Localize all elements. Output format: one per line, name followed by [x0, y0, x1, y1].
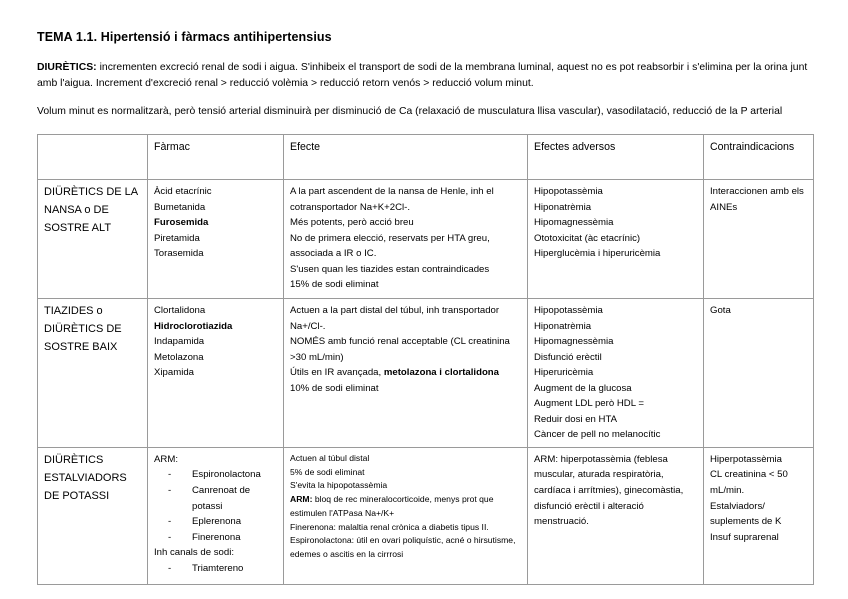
row-efecte-cell [284, 447, 528, 584]
column-header-category [38, 135, 148, 180]
cell-line: Augment de la glucosa [534, 382, 632, 394]
cell-line: S'evita la hipopotassèmia [290, 480, 388, 491]
list-item: - Canrenoat de potassi [162, 483, 278, 514]
group-item-list [154, 561, 278, 577]
cell-line: Hipomagnessèmia [534, 217, 614, 229]
cell-line: Interaccionen amb els AINEs [710, 186, 806, 213]
cell-line: Reduir dosi en HTA [534, 413, 618, 425]
row-farmac-cell [148, 299, 284, 448]
cell-line: NOMÉS amb funció renal acceptable (CL creatinina >30 mL/min) [290, 336, 513, 363]
column-header-contraindicacions: Contraindicacions [704, 135, 814, 180]
cell-line: Hipopotassèmia [534, 305, 603, 317]
cell-line: ARM: hiperpotassèmia (feblesa muscular, aturada respiratòria, cardíaca i arrítmies), ginecomàstia, disfunció erèctil i alteració menstruació. [534, 453, 686, 528]
intro-paragraph-diuretics [37, 60, 813, 94]
cell-line: Més potents, però acció breu [290, 217, 414, 229]
cell-line: Hidroclorotiazida [154, 320, 233, 332]
cell-line: A la part ascendent de la nansa de Henle, inh el cotransportador Na+K+2Cl-. [290, 186, 497, 213]
diuretics-table [37, 134, 814, 585]
list-item: - Espironolactona [162, 467, 278, 483]
cell-line: Metolazona [154, 351, 204, 363]
cell-line: Hiponatrèmia [534, 201, 592, 213]
cell-line: Disfunció erèctil [534, 351, 602, 363]
group-label: ARM: [154, 453, 178, 465]
cell-line: Útils en IR avançada, metolazona i clortalidona [290, 367, 500, 379]
cell-line: Actuen al túbul distal [290, 452, 370, 463]
cell-line: Càncer de pell no melanocític [534, 429, 661, 441]
cell-line: Bumetanida [154, 201, 206, 213]
cell-line: Piretamida [154, 232, 200, 244]
cell-line: S'usen quan les tiazides estan contraindicades [290, 263, 490, 275]
row-category-label: TIAZIDES o DIÜRÈTICS DE SOSTRE BAIX [38, 299, 148, 448]
column-header-farmac: Fàrmac [148, 135, 284, 180]
cell-line-lead: ARM: [290, 494, 313, 505]
intro-paragraph-volume [37, 104, 813, 121]
row-farmac-cell [148, 447, 284, 584]
cell-line: Hiperglucèmia i hiperuricèmia [534, 248, 661, 260]
table-row [38, 180, 814, 299]
row-contraindicacions-cell [704, 447, 814, 584]
page-title: TEMA 1.1. Hipertensió i fàrmacs antihipertensius [37, 30, 332, 44]
column-header-efecte: Efecte [284, 135, 528, 180]
cell-line: Estalviadors/ suplements de K [710, 500, 782, 528]
row-adversos-cell [528, 447, 704, 584]
cell-line: Torasemida [154, 248, 204, 260]
cell-line: Hiperpotassèmia [710, 453, 782, 465]
paragraph-lead-label: DIURÈTICS: [37, 61, 97, 73]
row-contraindicacions-cell [704, 299, 814, 448]
row-category-label: DIÜRÈTICS ESTALVIADORS DE POTASSI [38, 447, 148, 584]
cell-line: Xipamida [154, 367, 194, 379]
table-row [38, 447, 814, 584]
document-content [37, 30, 813, 585]
cell-line: Clortalidona [154, 305, 206, 317]
row-category-label: DIÜRÈTICS DE LA NANSA o DE SOSTRE ALT [38, 180, 148, 299]
cell-line: No de primera elecció, reservats per HTA greu, associada a IR o IC. [290, 232, 493, 260]
cell-line-emphasis: metolazona i clortalidona [383, 367, 500, 379]
cell-line: Hiperuricèmia [534, 367, 594, 379]
group-item-list [154, 467, 278, 545]
paragraph-body-text: incrementen excreció renal de sodi i aigua. S'inhibeix el transport de sodi de la membrana luminal, aquest no es pot reabsorbir i s'elimina per la orina junt amb l'aigua. Increment d'excreció renal > reducció volèmia > reducció retorn venós > reducció volum minut. [37, 61, 808, 90]
cell-line: 10% de sodi eliminat [290, 382, 379, 394]
cell-line: 15% de sodi eliminat [290, 279, 379, 291]
group-label: Inh canals de sodi: [154, 547, 235, 559]
cell-line: 5% de sodi eliminat [290, 466, 365, 477]
column-header-efectes-adversos: Efectes adversos [528, 135, 704, 180]
cell-line: ARM: bloq de rec mineralocorticoide, menys prot que estimulen l'ATPasa Na+/K+ [290, 494, 496, 518]
cell-line: Hipopotassèmia [534, 186, 603, 198]
cell-line: CL creatinina < 50 mL/min. [710, 469, 791, 496]
list-item: - Triamtereno [162, 561, 278, 577]
cell-line: Augment LDL però HDL = [534, 398, 644, 410]
table-body [38, 180, 814, 585]
list-item: - Finerenona [162, 530, 278, 546]
cell-line: Àcid etacrínic [154, 186, 212, 198]
cell-line: Indapamida [154, 336, 205, 348]
cell-line: Gota [710, 305, 731, 317]
cell-line: Hiponatrèmia [534, 320, 592, 332]
row-efecte-cell [284, 180, 528, 299]
row-farmac-cell [148, 180, 284, 299]
paragraph-body-text: Volum minut es normalitzarà, però tensió arterial disminuirà per disminució de Ca (relaxació de musculatura llisa vascular), vasodilatació, reducció de la P arterial [37, 106, 783, 118]
list-item: - Eplerenona [162, 514, 278, 530]
cell-line: Insuf suprarenal [710, 531, 779, 543]
cell-line: Ototoxicitat (àc etacrínic) [534, 232, 641, 244]
cell-line: Hipomagnessèmia [534, 336, 614, 348]
cell-line: Furosemida [154, 217, 209, 229]
row-adversos-cell [528, 180, 704, 299]
cell-line: Actuen a la part distal del túbul, inh transportador Na+/Cl-. [290, 305, 502, 332]
cell-line: Finerenona: malaltia renal crònica a diabetis tipus II. [290, 521, 489, 532]
row-efecte-cell [284, 299, 528, 448]
table-header-row [38, 135, 814, 180]
table-row [38, 299, 814, 448]
row-adversos-cell [528, 299, 704, 448]
row-contraindicacions-cell [704, 180, 814, 299]
cell-line: Espironolactona: útil en ovari poliquístic, acné o hirsutisme, edemes o ascitis en la cirrrosi [290, 535, 518, 560]
